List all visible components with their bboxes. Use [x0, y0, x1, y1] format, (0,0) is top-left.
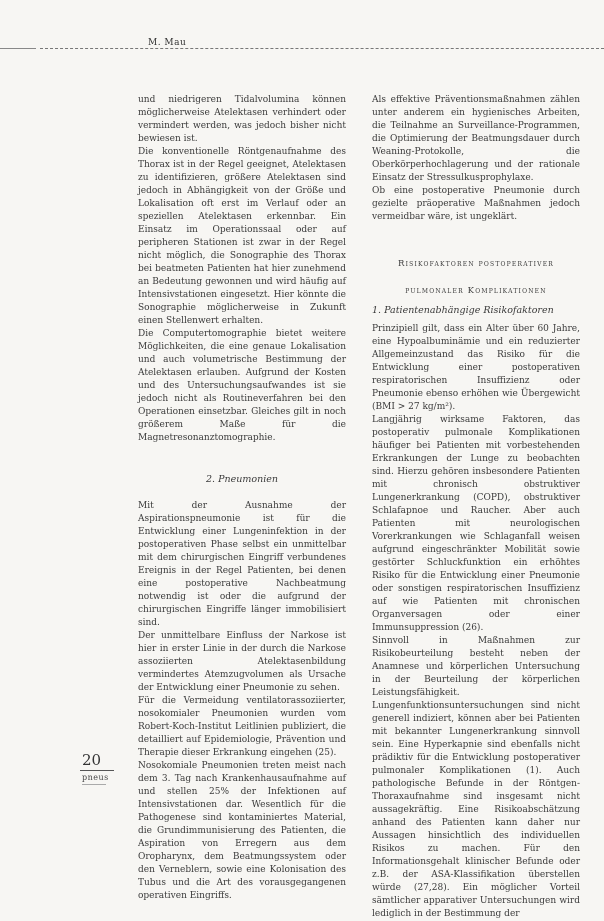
section-kicker-line1: Risikofaktoren postoperativer: [397, 259, 555, 269]
paragraph: Für die Vermeidung ventilatorassoziierter, nosokomialer Pneumonien wurden vom Robert-Koch-Institut Leitlinien publiziert, die detailliert auf Epidemiologie, Prävention und Therapie dieser Erkrankung eingehen (25).: [138, 696, 346, 758]
paragraph: Als effektive Präventionsmaßnahmen zählen unter anderem ein hygienisches Arbeiten, die Teilnahme an Surveillance-Programmen, die Optimierung der Beatmungsdauer durch Weaning-Protokolle, die Oberkörperhochlagerung und der rationale Einsatz der Stressulkusprophylaxe.: [372, 95, 580, 183]
paragraph: Prinzipiell gilt, dass ein Alter über 60 Jahre, eine Hypoalbuminämie und ein reduzierter Allgemeinzustand das Risiko für die Entwicklung einer postoperativen respiratorischen Insuffizienz oder Pneumonie ebenso erhöhen wie Übergewicht (BMI > 27 kg/m²).: [372, 324, 580, 412]
paragraph: und niedrigeren Tidalvolumina können möglicherweise Atelektasen verhindert oder vermindert werden, was jedoch bisher nicht bewiesen ist.: [138, 95, 346, 144]
paragraph: Die konventionelle Röntgenaufnahme des Thorax ist in der Regel geeignet, Atelektasen zu identifizieren, größere Atelektasen sind jedoch in Abhängigkeit von der Größe und Lokalisation oft erst im Verlauf oder an speziellen Atelektasen erkennbar. Ein Einsatz im Operationssaal oder auf peripheren Stationen ist zwar in der Regel nicht möglich, die Sonographie des Thorax bei beatmeten Patienten hat hier zunehmend an Bedeutung gewonnen und wird häufig auf Intensivstationen eingesetzt. Hier könnte die Sonographie möglicherweise in Zukunft einen Stellenwert erhalten.: [138, 147, 346, 326]
paragraph: Sinnvoll in Maßnahmen zur Risikobeurteilung besteht neben der Anamnese und körperlichen Untersuchung in der Beurteilung der körperlichen Leistungsfähigkeit. Lungenfunktionsuntersuchungen sind nicht generell indiziert, können aber bei Patienten mit bekannter Lungenerkrankung sinnvoll sein. Eine Hyperkapnie sind ebenfalls nicht prädiktiv für die Entwicklung postoperativer pulmonaler Komplikationen (1). Auch pathologische Befunde in der Röntgen-Thoraxaufnahme sind insgesamt nicht aussagekräftig. Eine Risikoabschätzung anhand des Patienten kann daher nur Aussagen hinsichtlich des individuellen Risikos zu machen. Für den Informationsgehalt klinischer Befunde oder z.B. der ASA-Klassifikation überstellen würde (27,28). Ein möglicher Vorteil sämtlicher apparativer Untersuchungen wird lediglich in der Bestimmung der: [372, 636, 580, 919]
subsection-title: 1. Patientenabhängige Risikofaktoren: [372, 305, 554, 316]
paragraph: Langjährig wirksame Faktoren, das postoperativ pulmonale Komplikationen häufiger bei Patienten mit vorbestehenden Erkrankungen der Lunge zu beobachten sind. Hierzu gehören insbesondere Patienten mit chronisch obstruktiver Lungenerkrankung (COPD), obstruktiver Schlafapnoe und Raucher. Aber auch Patienten mit neurologischen Vorerkrankungen wie Schlaganfall weisen aufgrund eingeschränkter Mobilität sowie gestörter Schluckfunktion ein erhöhtes Risiko für die Entwicklung einer Pneumonie oder sonstigen respiratorischen Insuffizienz auf wie Patienten mit chronischen Organversagen oder einer Immunsuppression (26).: [372, 415, 580, 633]
header-rule-left: [0, 48, 36, 49]
header-rule: [40, 48, 604, 49]
journal-name: pneus: [82, 773, 109, 782]
paragraph: Nosokomiale Pneumonien treten meist nach dem 3. Tag nach Krankenhausaufnahme auf und stellen 25% der Infektionen auf Intensivstationen dar. Wesentlich für die Pathogenese sind kontaminiertes Material, die Grundimmunisierung des Patienten, die Aspiration von Erregern aus dem Oropharynx, dem Beatmungssystem oder den Verneblern, sowie eine Kolonisation des Tubus und die Art des vorausgegangenen operativen Eingriffs.: [138, 761, 346, 901]
paragraph: Mit der Ausnahme der Aspirationspneumonie ist für die Entwicklung einer Lungeninfektion in der postoperativen Phase selbst ein unmittelbar mit dem chirurgischen Eingriff verbundenes Ereignis in der Regel Patienten, bei denen eine postoperative Nachbeatmung notwendig ist oder die aufgrund der chirurgischen Eingriffe länger immobilisiert sind.: [138, 501, 346, 628]
section-title: 2. Pneumonien: [206, 474, 278, 485]
section-kicker-line2: pulmonaler Komplikationen: [405, 286, 547, 296]
footer-rule-small: [82, 784, 106, 785]
paragraph: Der unmittelbare Einfluss der Narkose ist hier in erster Linie in der durch die Narkose assoziierten Atelektasenbildung vermindertes Atemzugvolumen als Ursache der Entwicklung einer Pneumonie zu sehen.: [138, 631, 346, 693]
footer-rule: [80, 770, 114, 771]
left-column: [138, 94, 346, 903]
paragraph: Ob eine postoperative Pneumonie durch gezielte präoperative Maßnahmen jedoch vermeidbar wäre, ist ungeklärt.: [372, 186, 580, 222]
running-header-author: M. Mau: [148, 38, 187, 48]
page-number: 20: [82, 751, 102, 769]
right-column: [372, 94, 580, 921]
paragraph: Die Computertomographie bietet weitere Möglichkeiten, die eine genaue Lokalisation und auch volumetrische Bestimmung der Atelektasen erlauben. Aufgrund der Kosten und des Untersuchungsaufwandes ist sie jedoch nicht als Routineverfahren bei den Operationen einsetzbar. Gleiches gilt in noch größerem Maße für die Magnetresonanztomographie.: [138, 329, 346, 443]
